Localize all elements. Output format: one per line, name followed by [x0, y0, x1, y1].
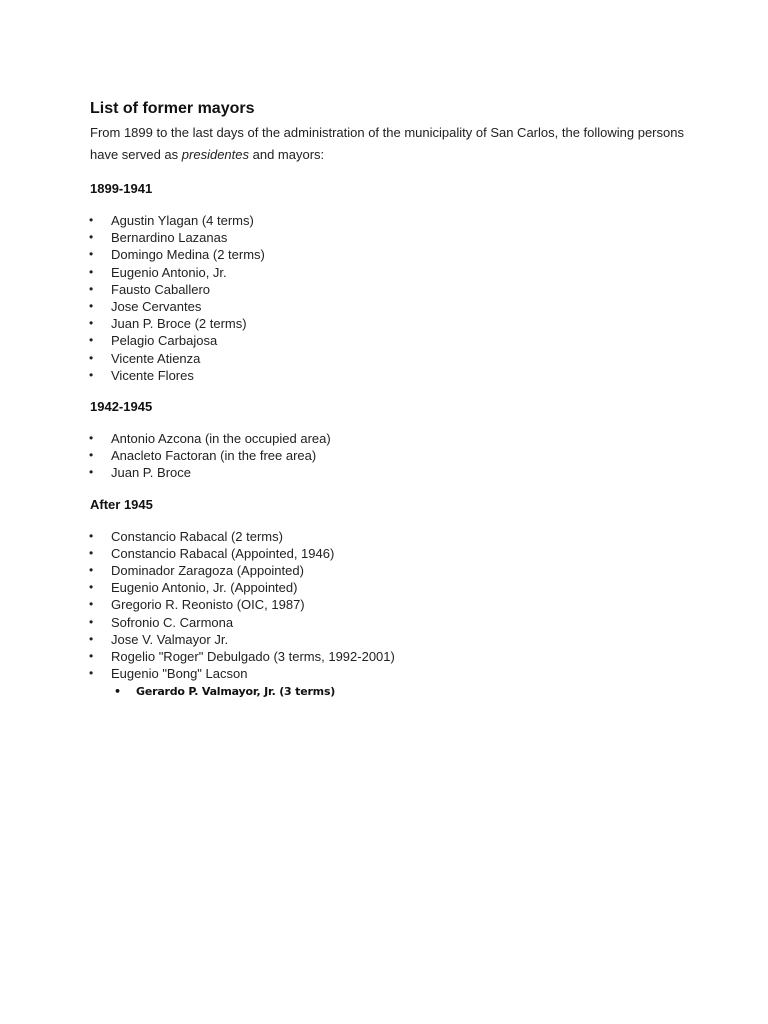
page-title: List of former mayors	[90, 100, 255, 117]
mayors-list-1899-1941	[90, 212, 690, 384]
list-item: • Agustin Ylagan (4 terms)	[90, 212, 690, 229]
list-item: • Juan P. Broce	[90, 464, 690, 481]
intro-text: From 1899 to the last days of the administration of the municipality of San Carlos, the following persons have served as	[90, 125, 684, 162]
list-item: • Fausto Caballero	[90, 281, 690, 298]
list-item: • Juan P. Broce (2 terms)	[90, 315, 690, 332]
list-item: • Constancio Rabacal (Appointed, 1946)	[90, 545, 690, 562]
list-item: • Sofronio C. Carmona	[90, 614, 690, 631]
list-item: • Eugenio "Bong" Lacson	[90, 665, 690, 682]
list-item: • Bernardino Lazanas	[90, 229, 690, 246]
list-item: • Eugenio Antonio, Jr.	[90, 264, 690, 281]
intro-paragraph	[90, 122, 690, 166]
mayors-list-after-1945	[90, 528, 690, 702]
list-item: • Rogelio "Roger" Debulgado (3 terms, 1992-2001)	[90, 648, 690, 665]
section-heading-after-1945: After 1945	[90, 496, 153, 512]
list-item: • Dominador Zaragoza (Appointed)	[90, 562, 690, 579]
list-item: • Antonio Azcona (in the occupied area)	[90, 430, 690, 447]
intro-emphasis: presidentes	[181, 147, 249, 162]
nested-list-item: • Gerardo P. Valmayor, Jr. (3 terms)	[90, 682, 690, 701]
intro-text-end: and mayors:	[249, 147, 325, 162]
list-item: • Domingo Medina (2 terms)	[90, 246, 690, 263]
list-item: • Jose Cervantes	[90, 298, 690, 315]
list-item: • Constancio Rabacal (2 terms)	[90, 528, 690, 545]
list-item: • Pelagio Carbajosa	[90, 332, 690, 349]
list-item: • Anacleto Factoran (in the free area)	[90, 447, 690, 464]
section-heading-1899-1941: 1899-1941	[90, 181, 153, 196]
list-item: • Jose V. Valmayor Jr.	[90, 631, 690, 648]
mayors-list-1942-1945	[90, 430, 690, 482]
list-item: • Gregorio R. Reonisto (OIC, 1987)	[90, 596, 690, 613]
document-page	[90, 98, 690, 701]
list-item: • Vicente Flores	[90, 367, 690, 384]
list-item: • Vicente Atienza	[90, 350, 690, 367]
section-heading-1942-1945: 1942-1945	[90, 399, 153, 415]
list-item: • Eugenio Antonio, Jr. (Appointed)	[90, 579, 690, 596]
